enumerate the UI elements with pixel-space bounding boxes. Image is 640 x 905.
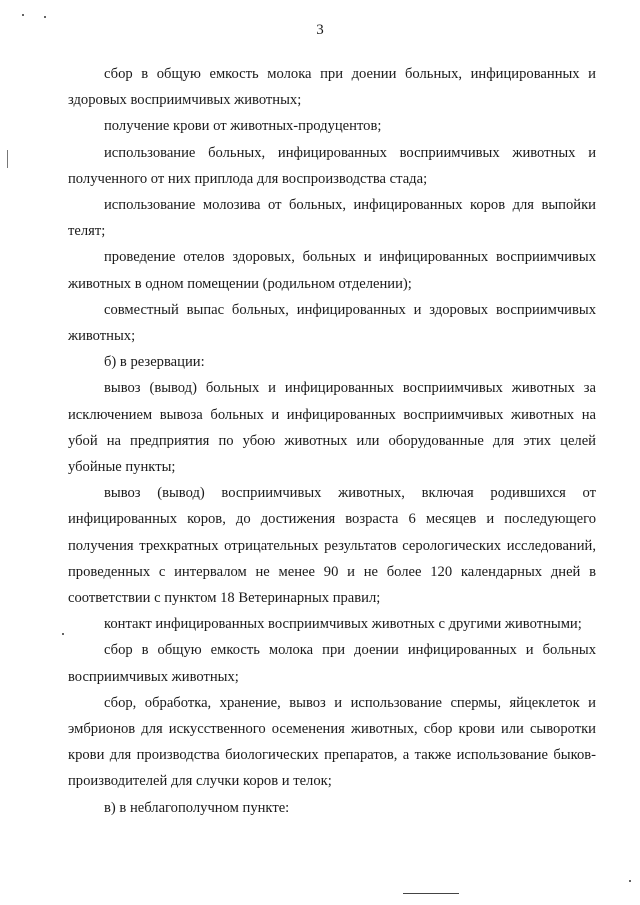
scan-speck [629, 880, 631, 882]
paragraph: вывоз (вывод) восприимчивых животных, включая родившихся от инфицированных коров, до достижения возраста 6 месяцев и последующего получения трехкратных отрицательных результатов серологических исследований, проведенных с интервалом не менее 90 и не более 120 календарных дней в соответствии с пунктом 18 Ветеринарных правил; [68, 485, 596, 607]
section-heading-v: в) в неблагополучном пункте: [104, 799, 290, 816]
paragraph: получение крови от животных-продуцентов; [104, 118, 382, 135]
scan-margin-mark [7, 150, 8, 168]
scan-speck [44, 16, 46, 18]
body-text [68, 61, 596, 821]
paragraph: сбор, обработка, хранение, вывоз и использование спермы, яйцеклеток и эмбрионов для искусственного осеменения животных, сбор крови или сыворотки крови для производства биологических препаратов, а также использование быков-производителей для случки коров и телок; [68, 694, 596, 790]
paragraph: совместный выпас больных, инфицированных и здоровых восприимчивых животных; [68, 301, 596, 345]
section-heading-b: б) в резервации: [104, 354, 205, 371]
paragraph: сбор в общую емкость молока при доении больных, инфицированных и здоровых восприимчивых животных; [68, 66, 596, 109]
paragraph: контакт инфицированных восприимчивых животных с другими животными; [104, 616, 582, 633]
footer-rule [403, 893, 459, 894]
paragraph: сбор в общую емкость молока при доении инфицированных и больных восприимчивых животных; [68, 642, 596, 685]
paragraph: вывоз (вывод) больных и инфицированных восприимчивых животных за исключением вывоза больных и инфицированных восприимчивых животных на убой на предприятия по убою животных или оборудованные для этих целей убойные пункты; [68, 380, 596, 476]
paragraph: использование молозива от больных, инфицированных коров для выпойки телят; [68, 197, 596, 240]
scan-speck [22, 14, 24, 16]
page-number: 3 [316, 22, 324, 38]
scan-speck [62, 633, 64, 635]
paragraph: использование больных, инфицированных восприимчивых животных и полученного от них приплода для воспроизводства стада; [68, 144, 596, 187]
paragraph: проведение отелов здоровых, больных и инфицированных восприимчивых животных в одном помещении (родильном отделении); [68, 249, 596, 292]
